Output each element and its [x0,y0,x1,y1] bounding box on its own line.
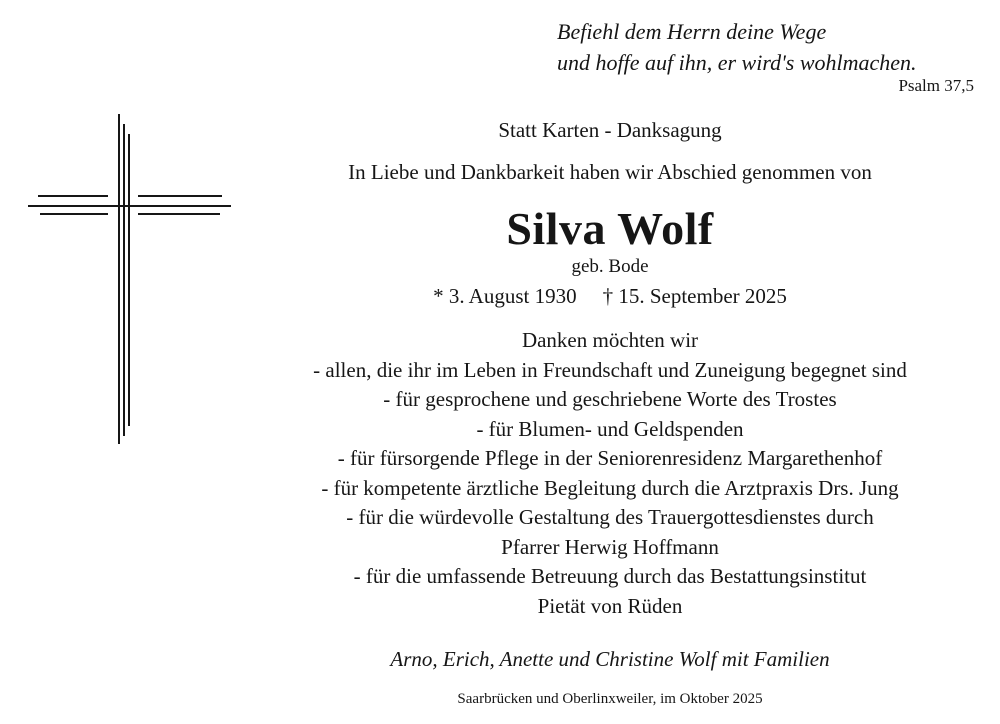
thanks-list [240,326,980,621]
thanks-line: - für die würdevolle Gestaltung des Trauergottesdienstes durch [346,505,874,529]
verse-line-2: und hoffe auf ihn, er wird's wohlmachen. [557,50,917,75]
place-and-date: Saarbrücken und Oberlinxweiler, im Oktober 2025 [457,691,763,707]
life-dates [240,281,980,311]
thanks-section [240,326,980,621]
thanks-line: - für Blumen- und Geldspenden [476,416,744,441]
notice-heading: Statt Karten - Danksagung [498,118,722,142]
thanks-line: Pietät von Rüden [537,593,683,618]
thanks-line: - für kompetente ärztliche Begleitung durch die Arztpraxis Drs. Jung [321,475,899,500]
family-signature: Arno, Erich, Anette und Christine Wolf mit Familien [390,647,830,671]
thanks-line: Danken möchten wir [521,328,699,352]
verse-reference: Psalm 37,5 [898,76,974,95]
thanks-line: - für die umfassende Betreuung durch das Bestattungsinstitut [353,564,867,588]
deceased-name: Silva Wolf [506,203,714,254]
notice-intro: In Liebe und Dankbarkeit haben wir Abschied genommen von [348,160,872,184]
thanks-line: - allen, die ihr im Leben in Freundschaft und Zuneigung begegnet sind [313,357,907,382]
thanks-line: Pfarrer Herwig Hoffmann [501,534,719,559]
birth-name: geb. Bode [571,256,649,277]
cross-icon [28,114,234,444]
death-date: † 15. September 2025 [602,284,787,308]
verse-line-1: Befiehl dem Herrn deine Wege [557,19,827,44]
thanks-line: - für fürsorgende Pflege in der Seniorenresidenz Margarethenhof [337,446,883,470]
bible-verse [557,16,917,78]
birth-date: * 3. August 1930 [433,284,577,308]
thanks-line: - für gesprochene und geschriebene Worte des Trostes [383,387,837,411]
